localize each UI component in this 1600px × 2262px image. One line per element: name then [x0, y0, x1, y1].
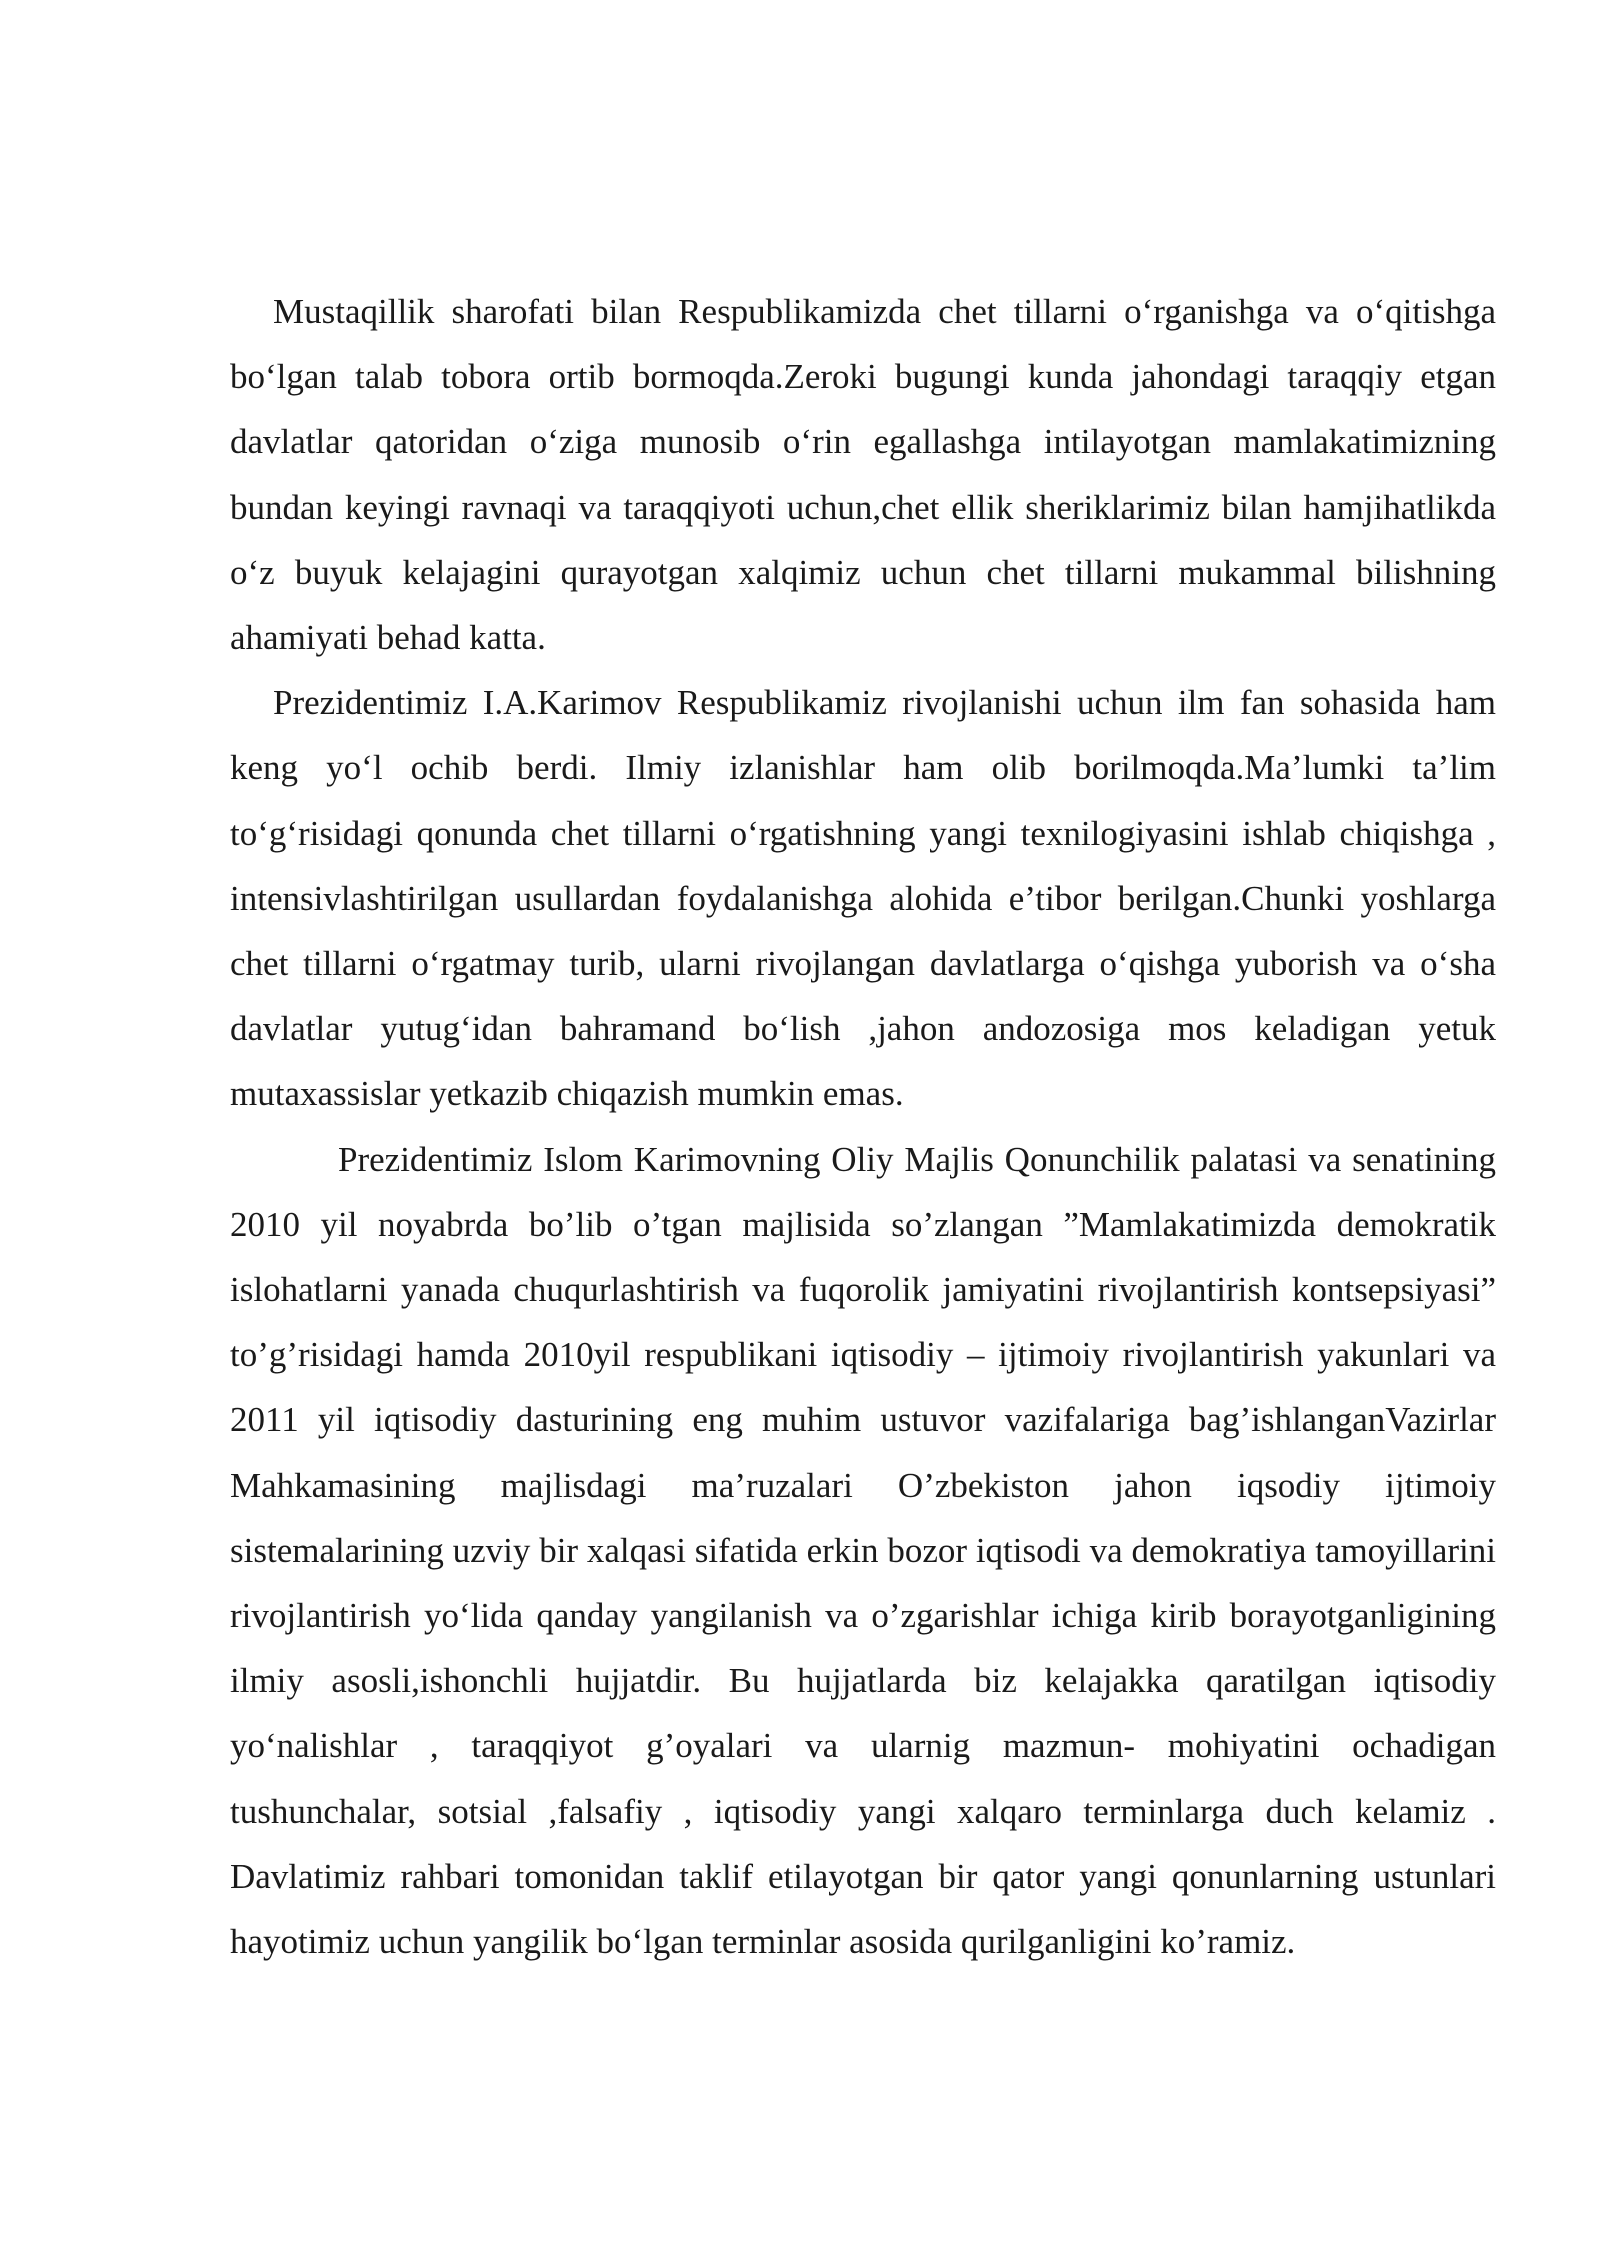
document-body [230, 279, 1496, 1974]
paragraph-mustaqillik: Mustaqillik sharofati bilan Respublikamizda chet tillarni o‘rganishga va o‘qitishga bo‘lgan talab tobora ortib bormoqda.Zeroki bugungi kunda jahondagi taraqqiy etgan davlatlar qatoridan o‘ziga munosib o‘rin egallashga intilayotgan mamlakatimizning bundan keyingi ravnaqi va taraqqiyoti uchun,chet ellik sheriklarimiz bilan hamjihatlikda o‘z buyuk kelajagini qurayotgan xalqimiz uchun chet tillarni mukammal bilishning ahamiyati behad katta. [230, 292, 1496, 658]
paragraph-prezident-karimov: Prezidentimiz I.A.Karimov Respublikamiz rivojlanishi uchun ilm fan sohasida ham keng yo‘l ochib berdi. Ilmiy izlanishlar ham olib borilmoqda.Ma’lumki ta’lim to‘g‘risidagi qonunda chet tillarni o‘rgatishning yangi texnilogiyasini ishlab chiqishga , intensivlashtirilgan usullardan foydalanishga alohida e’tibor berilgan.Chunki yoshlarga chet tillarni o‘rgatmay turib, ularni rivojlangan davlatlarga o‘qishga yuborish va o‘sha davlatlar yutug‘idan bahramand bo‘lish ,jahon andozosiga mos keladigan yetuk mutaxassislar yetkazib chiqazish mumkin emas. [230, 683, 1496, 1114]
paragraph-oliy-majlis: Prezidentimiz Islom Karimovning Oliy Majlis Qonunchilik palatasi va senatining 2010 yil noyabrda bo’lib o’tgan majlisida so’zlangan ”Mamlakatimizda demokratik islohatlarni yanada chuqurlashtirish va fuqorolik jamiyatini rivojlantirish kontsepsiyasi” to’g’risidagi hamda 2010yil respublikani iqtisodiy – ijtimoiy rivojlantirish yakunlari va 2011 yil iqtisodiy dasturining eng muhim ustuvor vazifalariga bag’ishlanganVazirlar Mahkamasining majlisdagi ma’ruzalari O’zbekiston jahon iqsodiy ijtimoiy sistemalarining uzviy bir xalqasi sifatida erkin bozor iqtisodi va demokratiya tamoyillarini rivojlantirish yo‘lida qanday yangilanish va o’zgarishlar ichiga kirib borayotganligining ilmiy asosli,ishonchli hujjatdir. Bu hujjatlarda biz kelajakka qaratilgan iqtisodiy yo‘nalishlar , taraqqiyot g’oyalari va ularnig mazmun- mohiyatini ochadigan tushunchalar, sotsial ,falsafiy , iqtisodiy yangi xalqaro terminlarga duch kelamiz . Davlatimiz rahbari tomonidan taklif etilayotgan bir qator yangi qonunlarning ustunlari hayotimiz uchun yangilik bo‘lgan terminlar asosida qurilganligini ko’ramiz. [230, 1139, 1496, 1962]
